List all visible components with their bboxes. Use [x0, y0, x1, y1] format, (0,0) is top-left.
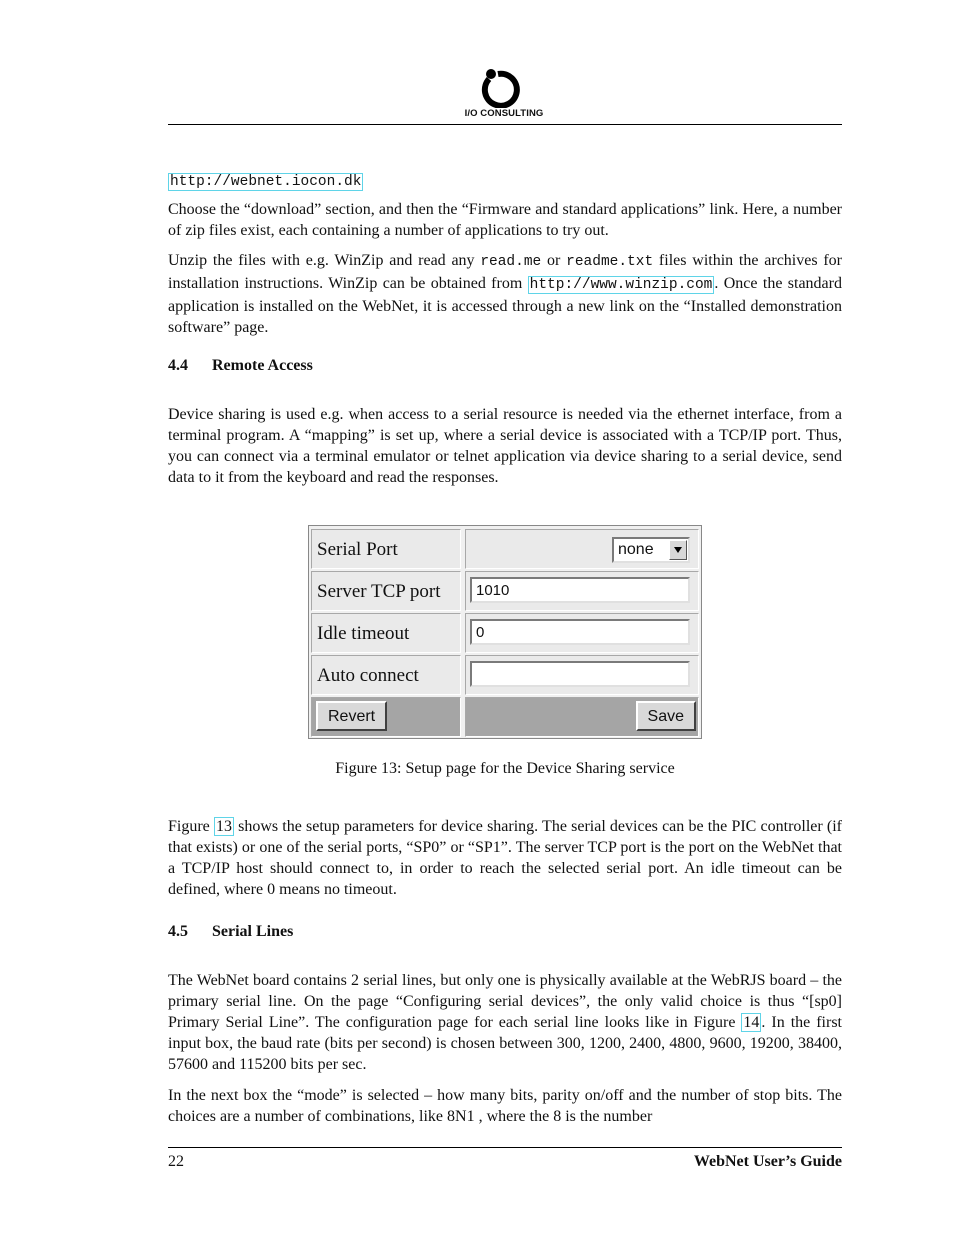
- idle-timeout-label: Idle timeout: [317, 623, 410, 644]
- value-cell: [465, 613, 699, 653]
- server-tcp-port-label: Server TCP port: [317, 581, 441, 602]
- text-span: The WebNet board contains 2 serial lines, but only one is physically available at the WebRJS board – the primary serial line. On the page “Configuring serial devices”, the only valid choice is thus “[sp0] Primary Serial Line”. The configuration page for each serial line looks like in Figure: [168, 972, 842, 1031]
- form-row-server-tcp-port: [311, 571, 699, 611]
- paragraph-text: In the next box the “mode” is selected – how many bits, parity on/off and the number of stop bits. The choices are a number of combinations, like 8N1 , where the 8 is the number: [168, 1087, 842, 1125]
- device-sharing-form: [308, 525, 702, 739]
- page-number: 22: [168, 1153, 184, 1170]
- company-logo: [458, 66, 550, 120]
- serial-port-select[interactable]: [612, 537, 690, 563]
- idle-timeout-input[interactable]: 0: [470, 619, 690, 645]
- label-cell: [311, 655, 461, 695]
- serial-lines-paragraph-1: [168, 970, 842, 1075]
- section-title: Serial Lines: [212, 923, 294, 940]
- text-span: Figure: [168, 818, 214, 835]
- action-cell-left: [311, 697, 461, 737]
- label-cell: [311, 613, 461, 653]
- auto-connect-input[interactable]: [470, 661, 690, 687]
- document-title: WebNet User’s Guide: [693, 1153, 842, 1170]
- dropdown-arrow-icon[interactable]: [669, 540, 687, 560]
- code-readme-txt: readme.txt: [566, 254, 654, 270]
- section-title: Remote Access: [212, 357, 313, 374]
- text-span: . In the first input box, the baud rate (bits per second) is chosen between 300, 1200, 2400, 4800, 9600, 19200, 38400, 57600 and 115200 bits per sec.: [168, 1014, 842, 1073]
- form-row-serial-port: [311, 529, 699, 569]
- form-row-actions: [311, 697, 699, 737]
- device-sharing-paragraph: [168, 816, 842, 900]
- header-rule: [168, 124, 842, 125]
- serial-lines-paragraph-2: [168, 1085, 842, 1127]
- server-tcp-port-input[interactable]: 1010: [470, 577, 690, 603]
- section-number: 4.4: [168, 357, 188, 374]
- action-cell-right: [465, 697, 699, 737]
- intro-paragraph-1: [168, 199, 842, 241]
- paragraph-text: Choose the “download” section, and then the “Firmware and standard applications” link. Here, a number of zip files exist, each containing a number of applications to try out.: [168, 201, 842, 239]
- footer-rule: [168, 1147, 842, 1148]
- value-cell: [465, 655, 699, 695]
- figure-caption: Figure 13: Setup page for the Device Sharing service: [335, 760, 675, 777]
- text-span: Unzip the files with e.g. WinZip and read any: [168, 252, 481, 269]
- value-cell: [465, 571, 699, 611]
- text-span: files within the archives for installation instructions. WinZip can be obtained from: [168, 252, 842, 292]
- form-row-idle-timeout: [311, 613, 699, 653]
- label-cell: [311, 571, 461, 611]
- revert-button[interactable]: Revert: [316, 701, 387, 731]
- serial-port-label: Serial Port: [317, 539, 398, 560]
- section-heading-remote-access: [168, 357, 313, 375]
- intro-paragraph-2: [168, 250, 842, 338]
- save-button[interactable]: Save: [636, 701, 696, 731]
- intro-url-line: [168, 170, 842, 193]
- text-span: . Once the standard application is installed on the WebNet, it is accessed through a new link on the “Installed demonstration software” page.: [168, 275, 842, 336]
- remote-access-paragraph: [168, 404, 842, 488]
- value-cell: [465, 529, 699, 569]
- form-row-auto-connect: [311, 655, 699, 695]
- section-heading-serial-lines: [168, 923, 293, 941]
- paragraph-text: Device sharing is used e.g. when access to a serial resource is needed via the ethernet interface, from a terminal program. A “mapping” is set up, where a serial device is associated with a TCP/IP port. Thus, you can connect via a terminal emulator or telnet application via device sharing to a serial device, send data to it from the keyboard and read the responses.: [168, 406, 842, 486]
- auto-connect-label: Auto connect: [317, 665, 419, 686]
- figure-13-ref-link[interactable]: 13: [215, 818, 232, 835]
- io-logo-icon: [458, 66, 550, 108]
- webnet-url-link[interactable]: http://webnet.iocon.dk: [170, 174, 362, 190]
- winzip-url-link[interactable]: http://www.winzip.com: [529, 277, 713, 293]
- label-cell: [311, 529, 461, 569]
- figure-14-ref-link[interactable]: 14: [743, 1014, 760, 1031]
- code-readme: read.me: [480, 254, 542, 270]
- text-span: shows the setup parameters for device sharing. The serial devices can be the PIC controller (if that exists) or one of the serial ports, “SP0” or “SP1”. The server TCP port is the port on the WebNet that a TCP/IP host should connect to, in order to reach the selected serial port. An idle timeout can be defined, where 0 means no timeout.: [168, 818, 842, 898]
- logo-text: I/O CONSULTING: [464, 108, 544, 119]
- select-value: none: [618, 541, 654, 558]
- text-span: or: [541, 252, 567, 269]
- section-number: 4.5: [168, 923, 188, 940]
